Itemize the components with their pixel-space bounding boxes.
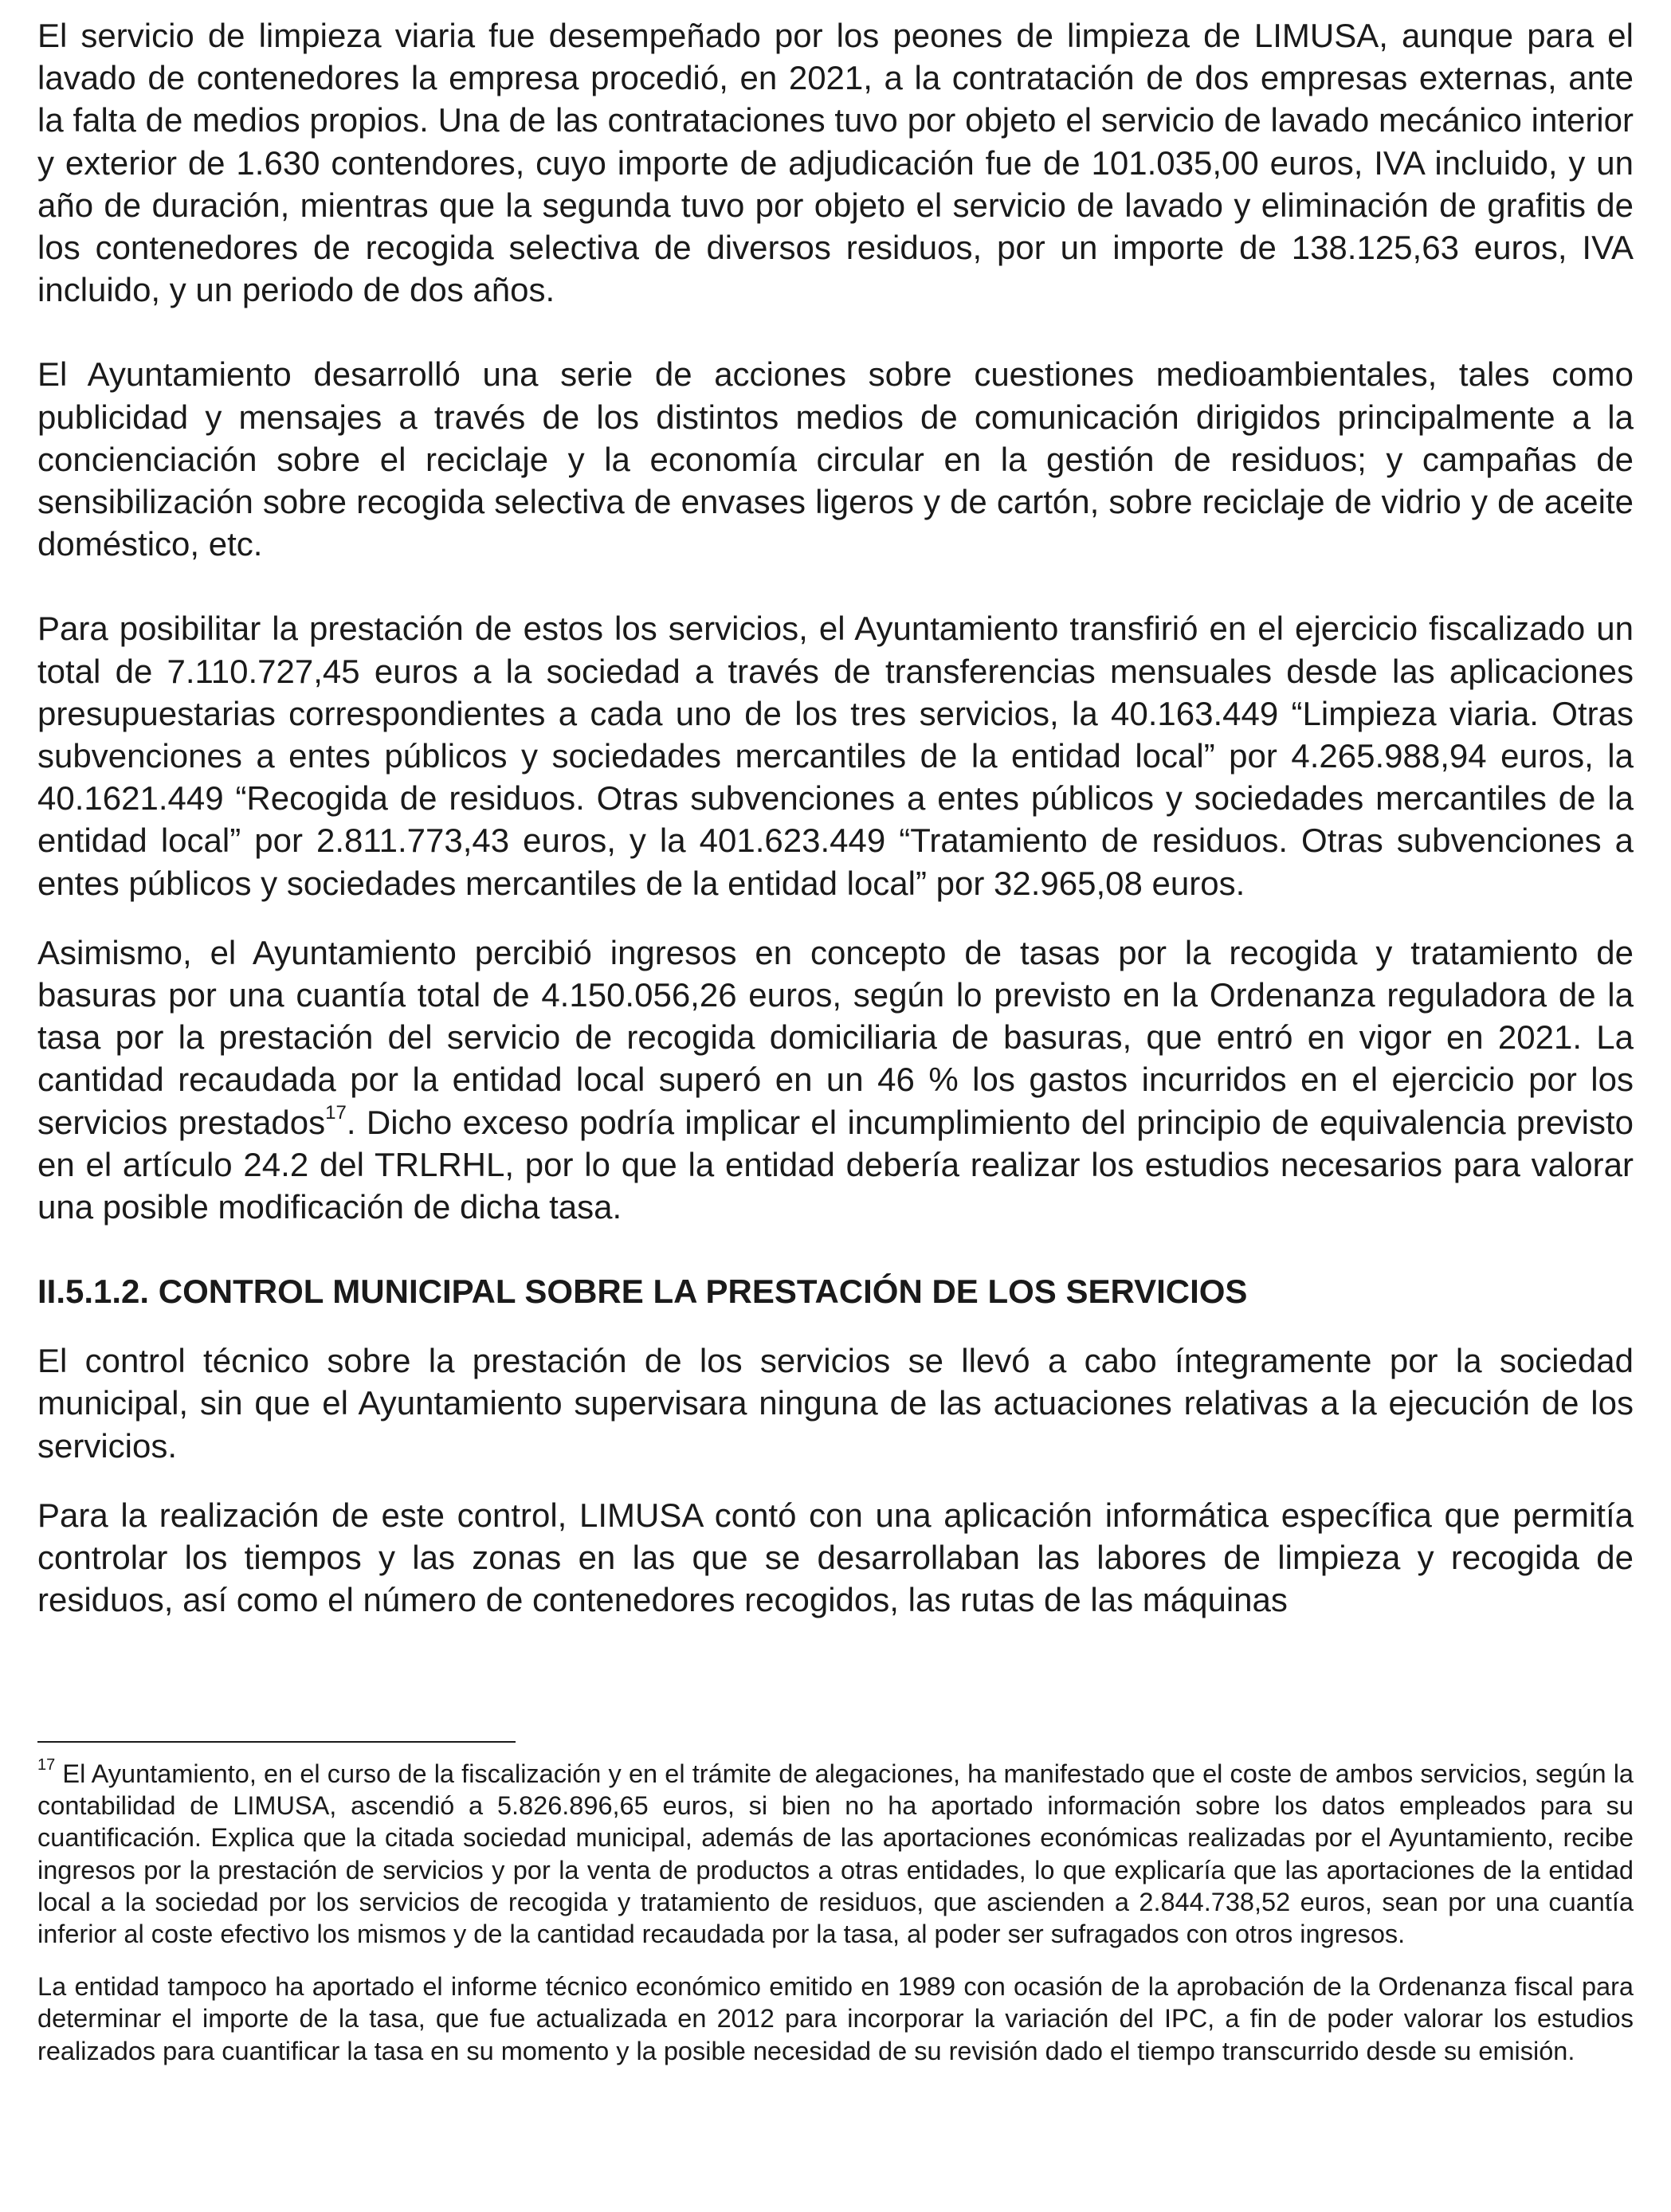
footnote-separator [37,1741,516,1743]
paragraph-technical-control: El control técnico sobre la prestación de los servicios se llevó a cabo íntegramente por la sociedad municipal, sin que el Ayuntamiento supervisara ninguna de las actuaciones relativas a la ejecución de los servicios. [37,1342,1634,1465]
paragraph-software-control: Para la realización de este control, LIMUSA contó con una aplicación informática específica que permitía controlar los tiempos y las zonas en las que se desarrollaban las labores de limpieza y recogida de residuos, así como el número de contenedores recogidos, las rutas de las máquinas [37,1496,1634,1619]
footnote-17-text: El Ayuntamiento, en el curso de la fiscalización y en el trámite de alegaciones, ha manifestado que el coste de ambos servicios, según la contabilidad de LIMUSA, ascendió a 5.826.896,65 euros, si bien no ha aportado información sobre los datos empleados para su cuantificación. Explica que la citada sociedad municipal, además de las aportaciones económicas realizadas por el Ayuntamiento, recibe ingresos por la prestación de servicios y por la venta de productos a otras entidades, lo que explicaría que las aportaciones de la entidad local a la sociedad por los servicios de recogida y tratamiento de residuos, que ascienden a 2.844.738,52 euros, sean por una cuantía inferior al coste efectivo los mismos y de la cantidad recaudada por la tasa, al poder ser sufragados con otros ingresos. [37,1759,1634,1949]
document-body [37,14,1634,1622]
footnotes [37,1758,1634,2067]
paragraph-street-cleaning: El servicio de limpieza viaria fue desempeñado por los peones de limpieza de LIMUSA, aunque para el lavado de contenedores la empresa procedió, en 2021, a la contratación de dos empresas externas, ante la falta de medios propios. Una de las contrataciones tuvo por objeto el servicio de lavado mecánico interior y exterior de 1.630 contendores, cuyo importe de adjudicación fue de 101.035,00 euros, IVA incluido, y un año de duración, mientras que la segunda tuvo por objeto el servicio de lavado y eliminación de grafitis de los contenedores de recogida selectiva de diversos residuos, por un importe de 138.125,63 euros, IVA incluido, y un periodo de dos años. [37,17,1634,309]
paragraph-environmental-actions: El Ayuntamiento desarrolló una serie de acciones sobre cuestiones medioambientales, tales como publicidad y mensajes a través de los distintos medios de comunicación dirigidos principalmente a la concienciación sobre el reciclaje y la economía circular en la gestión de residuos; y campañas de sensibilización sobre recogida selectiva de envases ligeros y de cartón, sobre reciclaje de vidrio y de aceite doméstico, etc. [37,355,1634,563]
paragraph-fees-text-b: . Dicho exceso podría implicar el incumplimiento del principio de equivalencia previsto en el artículo 24.2 del TRLRHL, por lo que la entidad debería realizar los estudios necesarios para valorar una posible modificación de dicha tasa. [37,1103,1634,1226]
section-heading: II.5.1.2. CONTROL MUNICIPAL SOBRE LA PRESTACIÓN DE LOS SERVICIOS [37,1273,1248,1311]
paragraph-fees [37,931,1634,1228]
footnote-reference-17[interactable]: 17 [325,1101,347,1124]
paragraph-transfers: Para posibilitar la prestación de estos los servicios, el Ayuntamiento transfirió en el ejercicio fiscalizado un total de 7.110.727,45 euros a la sociedad a través de transferencias mensuales desde las aplicaciones presupuestarias correspondientes a cada uno de los tres servicios, la 40.163.449 “Limpieza viaria. Otras subvenciones a entes públicos y sociedades mercantiles de la entidad local” por 4.265.988,94 euros, la 40.1621.449 “Recogida de residuos. Otras subvenciones a entes públicos y sociedades mercantiles de la entidad local” por 2.811.773,43 euros, y la 401.623.449 “Tratamiento de residuos. Otras subvenciones a entes públicos y sociedades mercantiles de la entidad local” por 32.965,08 euros. [37,610,1634,902]
footnote-17 [37,1758,1634,1950]
paragraph-fees-text-a: Asimismo, el Ayuntamiento percibió ingresos en concepto de tasas por la recogida y tratamiento de basuras por una cuantía total de 4.150.056,26 euros, según lo previsto en la Ordenanza reguladora de la tasa por la prestación del servicio de recogida domiciliaria de basuras, que entró en vigor en 2021. La cantidad recaudada por la entidad local superó en un 46 % los gastos incurridos en el ejercicio por los servicios prestados [37,933,1634,1141]
footnote-17-continuation: La entidad tampoco ha aportado el informe técnico económico emitido en 1989 con ocasión de la aprobación de la Ordenanza fiscal para determinar el importe de la tasa, que fue actualizada en 2012 para incorporar la variación del IPC, a fin de poder valorar los estudios realizados para cuantificar la tasa en su momento y la posible necesidad de su revisión dado el tiempo transcurrido desde su emisión. [37,1972,1634,2065]
footnote-number-17: 17 [37,1756,56,1775]
